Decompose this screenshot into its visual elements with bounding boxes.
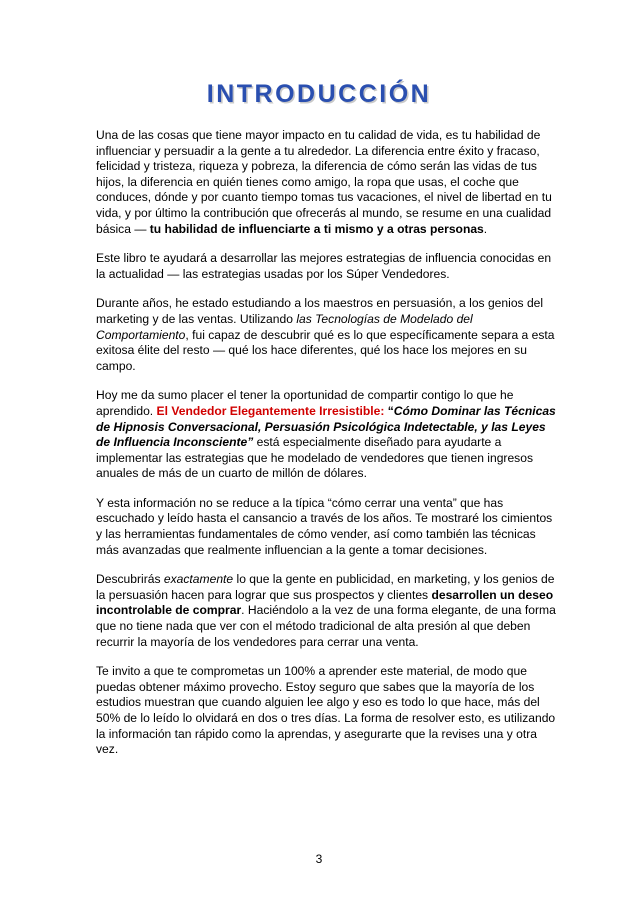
paragraph-1-text: Una de las cosas que tiene mayor impacto en tu calidad de vida, es tu habilidad de influenciar y persuadir a la gente a tu alrededor. La diferencia entre éxito y fracaso, felicidad y tristeza, riqueza y pobreza, la diferencia de cómo serán las vidas de tus hijos, la diferencia en quién tienes como amigo, la ropa que usas, el coche que conduces, dónde y por cuanto tiempo tomas tus vacaciones, el nivel de libertad en tu vida, y por último la contribución que ofrecerás al mundo, se resume en una cualidad básica —	[96, 128, 552, 236]
paragraph-4-text-a: Hoy me da sumo placer el tener la oportunidad de compartir contigo lo que he aprendido.	[96, 388, 514, 418]
paragraph-3-text-a: Durante años, he estado estudiando a los maestros en persuasión, a los genios del marketing y de las ventas. Utilizando	[96, 296, 544, 326]
page-title: INTRODUCCIÓN	[206, 80, 432, 108]
paragraph-1-end: .	[483, 221, 488, 236]
paragraph-4-text-b: está especialmente diseñado para ayudarte a implementar las estrategias que he modelado de vendedores que tienen ingresos anuales de más de un cuarto de millón de dólares.	[96, 435, 533, 481]
paragraph-1	[96, 128, 556, 237]
book-subtitle: Cómo Dominar las Técnicas de Hipnosis Conversacional, Persuasión Psicológica Indetectable, y las Leyes de Influencia Inconsciente	[96, 403, 556, 450]
paragraph-3-text-b: , fui capaz de descubrir qué es lo que específicamente separa a esta exitosa élite del resto — qué los hace diferentes, qué los hace los mejores en su campo.	[96, 327, 555, 373]
paragraph-1-bold: tu habilidad de influenciarte a ti mismo y a otras personas	[149, 221, 484, 236]
paragraph-5: Y esta información no se reduce a la típica “cómo cerrar una venta” que has escuchado y leído hasta el cansancio a través de los años. Te mostraré los cimientos y las herramientas fundamentales de cómo vender, así como también las técnicas más avanzadas que realmente influencian a la gente a tomar decisiones.	[96, 495, 553, 557]
paragraph-3	[96, 296, 556, 374]
paragraph-3-italic: las Tecnologías de Modelado del Comportamiento	[96, 311, 473, 342]
paragraph-6-text-c: . Haciéndolo a la vez de una forma elegante, de una forma que no tiene nada que ver con el método tradicional de alta presión al que deben recurrir la mayoría de los vendedores para cerrar una venta.	[96, 603, 556, 649]
paragraph-7: Te invito a que te comprometas un 100% a aprender este material, de modo que puedas obtener máximo provecho. Estoy seguro que sabes que la mayoría de los estudios muestran que cuando alguien lee algo y eso es todo lo que hace, más del 50% de lo leído lo olvidará en dos o tres días. La forma de resolver esto, es utilizando la información tan rápido como la aprendas, y asegurarte que la revises una y otra vez.	[96, 664, 556, 757]
paragraph-2: Este libro te ayudará a desarrollar las mejores estrategias de influencia conocidas en la actualidad — las estrategias usadas por los Súper Vendedores.	[96, 251, 552, 281]
paragraph-6-text-a: Descubrirás	[96, 572, 164, 587]
paragraph-4	[96, 388, 556, 482]
paragraph-6	[96, 572, 556, 650]
quote-open: “	[384, 403, 394, 418]
page-number: 3	[315, 852, 323, 866]
paragraph-6-bold: desarrollen un deseo incontrolable de comprar	[96, 587, 554, 618]
body-text	[96, 128, 556, 772]
paragraph-6-italic: exactamente	[163, 572, 234, 587]
paragraph-6-text-b: lo que la gente en publicidad, en marketing, y los genios de la persuasión hacen para lograr que sus prospectos y clientes	[96, 572, 555, 602]
book-title-highlight: El Vendedor Elegantemente Irresistible:	[156, 403, 385, 418]
quote-close: ”	[247, 435, 257, 450]
